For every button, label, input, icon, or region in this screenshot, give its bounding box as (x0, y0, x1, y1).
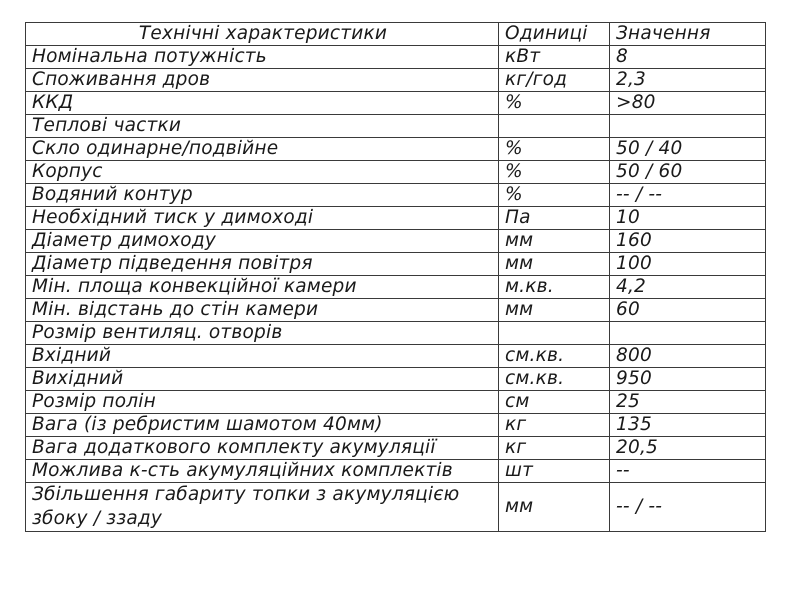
row-unit: мм (499, 253, 610, 276)
row-parameter: Мін. відстань до стін камери (26, 299, 499, 322)
row-unit: Па (499, 207, 610, 230)
row-unit: шт (499, 460, 610, 483)
row-parameter: Розмір полін (26, 391, 499, 414)
row-parameter: Вхідний (26, 345, 499, 368)
row-parameter: Вага додаткового комплекту акумуляції (26, 437, 499, 460)
header-unit: Одиниці (499, 23, 610, 46)
row-value: 50 / 40 (610, 138, 766, 161)
row-parameter: Споживання дров (26, 69, 499, 92)
table-row (26, 161, 766, 184)
row-value: 25 (610, 391, 766, 414)
row-value (610, 115, 766, 138)
row-parameter: Теплові частки (26, 115, 499, 138)
row-unit: мм (499, 483, 610, 532)
row-value: 950 (610, 368, 766, 391)
table-row (26, 46, 766, 69)
row-parameter: Діаметр підведення повітря (26, 253, 499, 276)
table-row (26, 184, 766, 207)
table-row (26, 207, 766, 230)
row-unit: % (499, 138, 610, 161)
row-value: 60 (610, 299, 766, 322)
row-unit: кг (499, 414, 610, 437)
row-value: -- / -- (610, 184, 766, 207)
header-parameter: Технічні характеристики (26, 23, 499, 46)
row-parameter: ККД (26, 92, 499, 115)
row-unit: см.кв. (499, 345, 610, 368)
row-parameter: Вихідний (26, 368, 499, 391)
row-value: 135 (610, 414, 766, 437)
table-row (26, 138, 766, 161)
table-section-row (26, 322, 766, 345)
table-row (26, 253, 766, 276)
table-row (26, 345, 766, 368)
row-value: >80 (610, 92, 766, 115)
table-row (26, 391, 766, 414)
row-parameter: Скло одинарне/подвійне (26, 138, 499, 161)
table-section-row (26, 115, 766, 138)
table-row (26, 299, 766, 322)
table-row (26, 230, 766, 253)
row-parameter: Збільшення габариту топки з акумуляцією збоку / ззаду (26, 483, 499, 532)
table-row (26, 92, 766, 115)
row-parameter: Номінальна потужність (26, 46, 499, 69)
row-unit: % (499, 92, 610, 115)
table-row (26, 414, 766, 437)
row-value: 160 (610, 230, 766, 253)
row-parameter: Необхідний тиск у димоході (26, 207, 499, 230)
row-parameter: Розмір вентиляц. отворів (26, 322, 499, 345)
row-value: 100 (610, 253, 766, 276)
row-value: 20,5 (610, 437, 766, 460)
row-parameter: Вага (із ребристим шамотом 40мм) (26, 414, 499, 437)
row-value: 10 (610, 207, 766, 230)
row-value (610, 322, 766, 345)
table-row (26, 69, 766, 92)
row-parameter: Діаметр димоходу (26, 230, 499, 253)
table-row (26, 437, 766, 460)
row-value: -- / -- (610, 483, 766, 532)
table-header-row (26, 23, 766, 46)
row-parameter: Водяний контур (26, 184, 499, 207)
row-unit (499, 115, 610, 138)
row-value: -- (610, 460, 766, 483)
row-value: 4,2 (610, 276, 766, 299)
row-value: 8 (610, 46, 766, 69)
row-parameter: Корпус (26, 161, 499, 184)
row-unit: см.кв. (499, 368, 610, 391)
row-unit: мм (499, 230, 610, 253)
table-row (26, 276, 766, 299)
row-unit (499, 322, 610, 345)
row-value: 50 / 60 (610, 161, 766, 184)
row-parameter: Мін. площа конвекційної камери (26, 276, 499, 299)
row-value: 2,3 (610, 69, 766, 92)
row-unit: см (499, 391, 610, 414)
row-unit: мм (499, 299, 610, 322)
row-unit: кВт (499, 46, 610, 69)
row-unit: м.кв. (499, 276, 610, 299)
header-value: Значення (610, 23, 766, 46)
row-unit: % (499, 184, 610, 207)
row-parameter: Можлива к-сть акумуляційних комплектів (26, 460, 499, 483)
table-row (26, 368, 766, 391)
row-unit: % (499, 161, 610, 184)
specifications-table (25, 22, 766, 532)
row-unit: кг/год (499, 69, 610, 92)
table-row (26, 460, 766, 483)
table-row (26, 483, 766, 532)
row-unit: кг (499, 437, 610, 460)
row-value: 800 (610, 345, 766, 368)
